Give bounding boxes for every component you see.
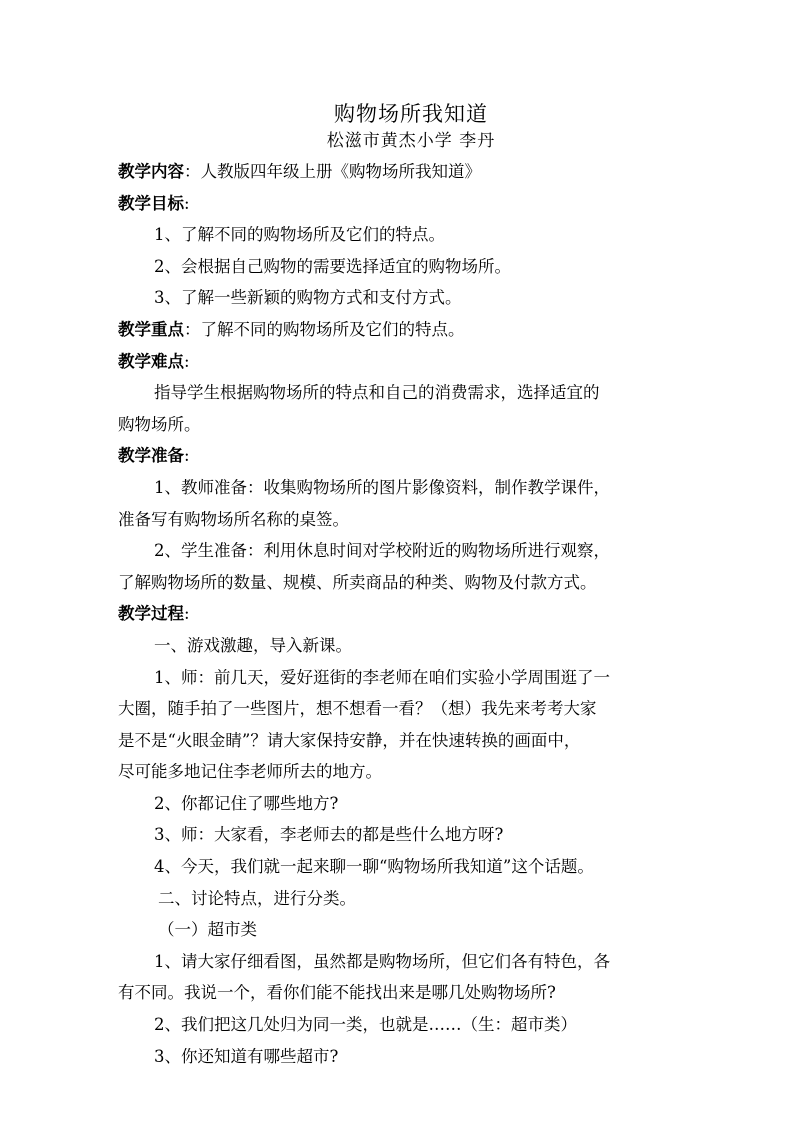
author-line: 松滋市黄杰小学 李丹 bbox=[326, 131, 496, 151]
key-point-text: ：了解不同的购物场所及它们的特点。 bbox=[184, 319, 465, 339]
difficulty-colon: : bbox=[184, 351, 190, 371]
step-4: 4、今天，我们就一起来聊一聊“购物场所我知道”这个话题。 bbox=[154, 857, 594, 877]
difficulty-line-1: 指导学生根据购物场所的特点和自己的消费需求，选择适宜的 bbox=[154, 383, 600, 403]
subsection-supermarket: （一）超市类 bbox=[158, 920, 257, 940]
section-1-title: 一、游戏激趣，导入新课。 bbox=[154, 635, 352, 655]
step-1-line-1: 1、师：前几天，爱好逛街的李老师在咱们实验小学周围逛了一 bbox=[154, 667, 610, 687]
preparation-colon: : bbox=[184, 446, 190, 466]
content-line bbox=[118, 156, 704, 188]
content-label: 教学内容 bbox=[118, 162, 184, 181]
goal-item-3: 3、了解一些新颖的购物方式和支付方式。 bbox=[154, 288, 462, 308]
sub-step-2: 2、我们把这几处归为同一类，也就是……（生：超市类） bbox=[154, 1015, 577, 1035]
section-2-title: 二、讨论特点，进行分类。 bbox=[158, 888, 356, 908]
teacher-prep-line-2: 准备写有购物场所名称的桌签。 bbox=[118, 509, 349, 529]
step-1-line-4: 尽可能多地记住李老师所去的地方。 bbox=[118, 762, 382, 782]
teacher-prep-line-1: 1、教师准备：收集购物场所的图片影像资料，制作教学课件， bbox=[154, 477, 610, 497]
key-point-label: 教学重点 bbox=[118, 319, 184, 339]
difficulty-heading bbox=[118, 346, 704, 378]
difficulty-label: 教学难点 bbox=[118, 351, 184, 371]
goals-colon: : bbox=[184, 193, 190, 213]
step-3: 3、师：大家看，李老师去的都是些什么地方呀? bbox=[154, 825, 504, 845]
preparation-label: 教学准备 bbox=[118, 446, 184, 466]
student-prep-line-1: 2、学生准备：利用休息时间对学校附近的购物场所进行观察， bbox=[154, 541, 610, 561]
goals-label: 教学目标 bbox=[118, 193, 184, 213]
content-text: ：人教版四年级上册《购物场所我知道》 bbox=[184, 162, 481, 181]
step-2: 2、你都记住了哪些地方? bbox=[154, 793, 339, 813]
goals-heading bbox=[118, 188, 704, 220]
goal-item-1: 1、了解不同的购物场所及它们的特点。 bbox=[154, 225, 445, 245]
student-prep-line-2: 了解购物场所的数量、规模、所卖商品的种类、购物及付款方式。 bbox=[118, 572, 597, 592]
difficulty-line-2: 购物场所。 bbox=[118, 414, 201, 434]
preparation-heading bbox=[118, 440, 704, 472]
step-1-line-3: 是不是“火眼金睛”？请大家保持安静，并在快速转换的画面中， bbox=[118, 730, 581, 750]
process-label: 教学过程 bbox=[118, 604, 184, 624]
goal-item-2: 2、会根据自己购物的需要选择适宜的购物场所。 bbox=[154, 256, 511, 276]
sub-step-1-line-2: 有不同。我说一个，看你们能不能找出来是哪几处购物场所? bbox=[118, 983, 556, 1003]
key-point-line bbox=[118, 314, 704, 346]
process-colon: : bbox=[184, 604, 190, 624]
process-heading bbox=[118, 598, 704, 630]
step-1-line-2: 大圈，随手拍了一些图片，想不想看一看？（想）我先来考考大家 bbox=[118, 699, 597, 719]
sub-step-1-line-1: 1、请大家仔细看图，虽然都是购物场所，但它们各有特色，各 bbox=[154, 951, 610, 971]
sub-step-3: 3、你还知道有哪些超市? bbox=[154, 1046, 339, 1066]
page-title: 购物场所我知道 bbox=[334, 102, 488, 126]
